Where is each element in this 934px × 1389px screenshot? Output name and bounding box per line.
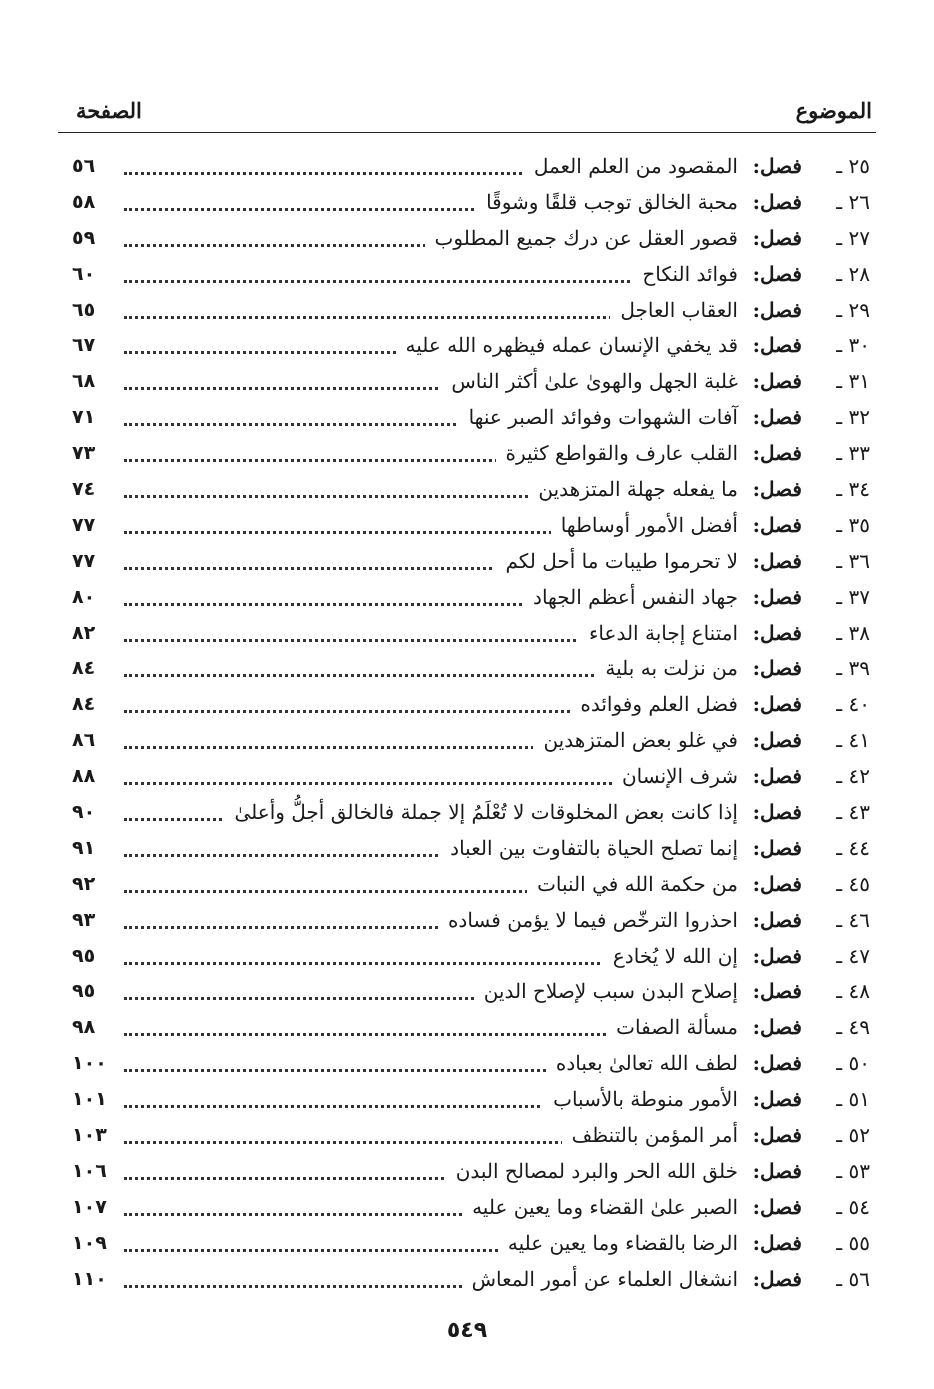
entry-number: ٤٧ ـ	[836, 943, 870, 968]
entry-page: ٨٠	[72, 585, 96, 608]
entry-label: فصل:	[752, 728, 802, 753]
entry-number: ٥٠ ـ	[836, 1051, 870, 1076]
entry-title: إنما تصلح الحياة بالتفاوت بين العباد	[440, 831, 738, 867]
entry-title: احذروا الترخّص فيما لا يؤمن فساده	[438, 903, 738, 939]
toc-list	[72, 149, 870, 1298]
entry-label: فصل:	[752, 477, 802, 502]
entry-title: جهاد النفس أعظم الجهاد	[523, 580, 738, 616]
entry-title: فوائد النكاح	[632, 257, 738, 293]
entry-number: ٥٦ ـ	[836, 1266, 870, 1291]
entry-label: فصل:	[752, 692, 802, 717]
entry-title: أمر المؤمن بالتنظف	[562, 1118, 738, 1154]
toc-entry	[72, 616, 870, 652]
entry-page: ٦٧	[72, 334, 96, 357]
entry-label: فصل:	[752, 548, 802, 573]
entry-page: ١٠٩	[72, 1231, 107, 1254]
entry-label: فصل:	[752, 333, 802, 358]
entry-title: الصبر علىٰ القضاء وما يعين عليه	[462, 1190, 738, 1226]
entry-title: لطف الله تعالىٰ بعباده	[546, 1046, 738, 1082]
entry-title: ما يفعله جهلة المتزهدين	[528, 472, 738, 508]
entry-number: ٣٢ ـ	[836, 405, 870, 430]
entry-label: فصل:	[752, 979, 802, 1004]
entry-page: ٩٥	[72, 944, 96, 967]
entry-label: فصل:	[752, 656, 802, 681]
toc-entry	[72, 328, 870, 364]
header-topic: الموضوع	[795, 98, 872, 123]
toc-entry	[72, 1190, 870, 1226]
entry-label: فصل:	[752, 1015, 802, 1040]
toc-entry	[72, 508, 870, 544]
entry-label: فصل:	[752, 405, 802, 430]
toc-entry	[72, 1226, 870, 1262]
entry-title: غلبة الجهل والهوىٰ علىٰ أكثر الناس	[441, 364, 738, 400]
entry-label: فصل:	[752, 584, 802, 609]
toc-entry	[72, 293, 870, 329]
entry-number: ٢٥ ـ	[836, 154, 870, 178]
entry-number: ٥٤ ـ	[836, 1194, 870, 1219]
entry-title: من حكمة الله في النبات	[527, 867, 738, 903]
toc-entry	[72, 1046, 870, 1082]
toc-entry	[72, 651, 870, 687]
toc-entry	[72, 759, 870, 795]
toc-entry	[72, 1262, 870, 1298]
entry-number: ٤٦ ـ	[836, 907, 870, 932]
toc-entry	[72, 364, 870, 400]
entry-page: ١٠١	[72, 1088, 107, 1111]
entry-page: ٨٨	[72, 765, 96, 788]
entry-label: فصل:	[752, 943, 802, 968]
entry-number: ٢٦ ـ	[836, 189, 870, 214]
toc-entry	[72, 149, 870, 185]
entry-label: فصل:	[752, 1194, 802, 1219]
entry-page: ١٠٧	[72, 1195, 107, 1218]
entry-label: فصل:	[752, 1158, 802, 1183]
toc-entry	[72, 903, 870, 939]
entry-label: فصل:	[752, 441, 802, 466]
entry-title: إصلاح البدن سبب لإصلاح الدين	[474, 974, 738, 1010]
entry-title: المقصود من العلم العمل	[524, 149, 738, 185]
toc-entry	[72, 687, 870, 723]
toc-entry	[72, 544, 870, 580]
entry-title: إن الله لا يُخادع	[603, 939, 738, 975]
toc-entry	[72, 436, 870, 472]
entry-page: ٩٨	[72, 1016, 96, 1039]
entry-title: انشغال العلماء عن أمور المعاش	[462, 1262, 738, 1298]
entry-page: ٩١	[72, 836, 96, 859]
entry-label: فصل:	[752, 1230, 802, 1255]
toc-entry	[72, 831, 870, 867]
entry-number: ٢٨ ـ	[836, 261, 870, 286]
toc-entry	[72, 400, 870, 436]
entry-page: ١١٠	[72, 1267, 107, 1290]
entry-number: ٢٧ ـ	[836, 225, 870, 250]
entry-title: من نزلت به بلية	[595, 651, 738, 687]
entry-page: ٧١	[72, 406, 96, 429]
entry-title: مسألة الصفات	[606, 1010, 738, 1046]
entry-number: ٤٠ ـ	[836, 692, 870, 717]
toc-entry	[72, 795, 870, 831]
entry-page: ٩٠	[72, 801, 96, 824]
entry-number: ٣٨ ـ	[836, 620, 870, 645]
toc-entry	[72, 472, 870, 508]
entry-label: فصل:	[752, 154, 802, 178]
toc-entry	[72, 974, 870, 1010]
entry-page: ٦٨	[72, 370, 96, 393]
entry-page: ٨٦	[72, 729, 96, 752]
entry-title: لا تحرموا طيبات ما أحل لكم	[495, 544, 738, 580]
entry-label: فصل:	[752, 297, 802, 322]
entry-number: ٤١ ـ	[836, 728, 870, 753]
toc-entry	[72, 1118, 870, 1154]
entry-label: فصل:	[752, 512, 802, 537]
entry-number: ٣٧ ـ	[836, 584, 870, 609]
entry-label: فصل:	[752, 1123, 802, 1148]
entry-number: ٤٩ ـ	[836, 1015, 870, 1040]
toc-entry	[72, 723, 870, 759]
entry-title: القلب عارف والقواطع كثيرة	[496, 436, 739, 472]
entry-label: فصل:	[752, 225, 802, 250]
entry-label: فصل:	[752, 1051, 802, 1076]
entry-page: ٩٣	[72, 908, 96, 931]
entry-number: ٢٩ ـ	[836, 297, 870, 322]
entry-label: فصل:	[752, 620, 802, 645]
entry-title: امتناع إجابة الدعاء	[579, 616, 738, 652]
entry-number: ٤٥ ـ	[836, 871, 870, 896]
entry-page: ٦٥	[72, 298, 96, 321]
toc-entry	[72, 867, 870, 903]
entry-title: الرضا بالقضاء وما يعين عليه	[498, 1226, 738, 1262]
entry-title: في غلو بعض المتزهدين	[533, 723, 738, 759]
entry-page: ٩٢	[72, 872, 96, 895]
entry-number: ٣٩ ـ	[836, 656, 870, 681]
entry-title: محبة الخالق توجب قلقًا وشوقًا	[476, 185, 738, 221]
entry-title: إذا كانت بعض المخلوقات لا تُعْلَمُ إلا جملة فالخالق أجلُّ وأعلىٰ	[224, 795, 738, 831]
toc-entry	[72, 580, 870, 616]
entry-title: آفات الشهوات وفوائد الصبر عنها	[459, 400, 738, 436]
entry-label: فصل:	[752, 835, 802, 860]
entry-page: ١٠٠	[72, 1052, 107, 1075]
entry-label: فصل:	[752, 1087, 802, 1112]
entry-label: فصل:	[752, 261, 802, 286]
entry-page: ٨٤	[72, 693, 96, 716]
entry-title: أفضل الأمور أوساطها	[551, 508, 738, 544]
entry-page: ٥٩	[72, 226, 96, 249]
entry-title: قصور العقل عن درك جميع المطلوب	[425, 221, 738, 257]
page-number: ٥٤٩	[446, 1318, 488, 1343]
entry-number: ٤٨ ـ	[836, 979, 870, 1004]
entry-number: ٣٠ ـ	[836, 333, 870, 358]
entry-label: فصل:	[752, 907, 802, 932]
toc-entry	[72, 1154, 870, 1190]
entry-page: ٧٧	[72, 513, 96, 536]
header-rule	[58, 132, 876, 133]
entry-label: فصل:	[752, 189, 802, 214]
entry-page: ١٠٣	[72, 1124, 107, 1147]
toc-entry	[72, 185, 870, 221]
entry-number: ٤٣ ـ	[836, 800, 870, 825]
toc-entry	[72, 1010, 870, 1046]
entry-number: ٥٢ ـ	[836, 1123, 870, 1148]
entry-number: ٣٤ ـ	[836, 477, 870, 502]
entry-label: فصل:	[752, 369, 802, 394]
entry-page: ٨٢	[72, 621, 96, 644]
entry-page: ٩٥	[72, 980, 96, 1003]
entry-page: ٧٣	[72, 442, 96, 465]
entry-page: ٧٧	[72, 549, 96, 572]
entry-title: الأمور منوطة بالأسباب	[543, 1082, 738, 1118]
entry-title: خلق الله الحر والبرد لمصالح البدن	[446, 1154, 738, 1190]
entry-label: فصل:	[752, 800, 802, 825]
entry-page: ٦٠	[72, 262, 96, 285]
entry-number: ٣٦ ـ	[836, 548, 870, 573]
entry-page: ٧٤	[72, 478, 96, 501]
entry-number: ٥٣ ـ	[836, 1158, 870, 1183]
entry-label: فصل:	[752, 871, 802, 896]
entry-label: فصل:	[752, 1266, 802, 1291]
entry-title: قد يخفي الإنسان عمله فيظهره الله عليه	[396, 328, 739, 364]
entry-number: ٥٥ ـ	[836, 1230, 870, 1255]
entry-number: ٤٤ ـ	[836, 835, 870, 860]
entry-number: ٣١ ـ	[836, 369, 870, 394]
entry-page: ٥٨	[72, 190, 96, 213]
entry-page: ١٠٦	[72, 1159, 107, 1182]
toc-entry	[72, 257, 870, 293]
entry-title: العقاب العاجل	[610, 293, 738, 329]
entry-number: ٣٣ ـ	[836, 441, 870, 466]
entry-number: ٣٥ ـ	[836, 512, 870, 537]
entry-label: فصل:	[752, 764, 802, 789]
entry-number: ٤٢ ـ	[836, 764, 870, 789]
entry-page: ٥٦	[72, 155, 96, 177]
toc-entry	[72, 1082, 870, 1118]
toc-entry	[72, 939, 870, 975]
entry-page: ٨٤	[72, 657, 96, 680]
header-page: الصفحة	[76, 98, 142, 123]
entry-title: فضل العلم وفوائده	[570, 687, 738, 723]
toc-entry	[72, 221, 870, 257]
entry-title: شرف الإنسان	[612, 759, 738, 795]
entry-number: ٥١ ـ	[836, 1087, 870, 1112]
